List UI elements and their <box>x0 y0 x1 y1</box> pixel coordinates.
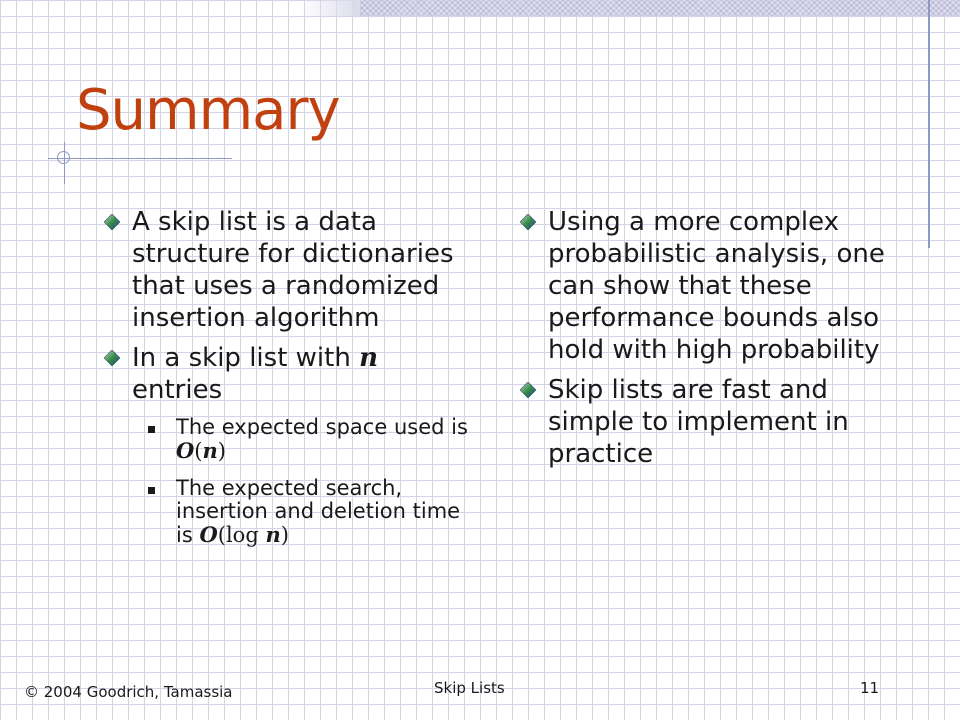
slide-title: Summary <box>76 78 340 143</box>
math-log: log <box>225 523 266 547</box>
header-band-fade <box>300 0 360 16</box>
diamond-bullet-icon <box>104 214 120 230</box>
bullet-text: A skip list is a data structure for dictionaries that uses a randomized insertion algorithm <box>132 207 454 333</box>
math-paren-close: ) <box>217 439 226 463</box>
sub-bullet-time <box>148 477 476 547</box>
bullet-text: Skip lists are fast and simple to implement in practice <box>548 375 849 469</box>
footer-topic: Skip Lists <box>434 679 505 697</box>
title-underline <box>48 158 232 159</box>
math-big-o: O <box>199 522 218 547</box>
diamond-bullet-icon <box>520 214 536 230</box>
bullet-text: In a skip list with <box>132 343 360 373</box>
math-big-o: O <box>176 438 195 463</box>
diamond-bullet-icon <box>104 350 120 366</box>
bullet-fast-simple <box>520 374 900 470</box>
math-paren-open: ( <box>217 523 226 547</box>
left-column <box>104 206 476 561</box>
square-bullet-icon <box>148 426 155 433</box>
math-variable-n: n <box>202 438 218 463</box>
bullet-text: Using a more complex probabilistic analysis, one can show that these performance bounds also hold with high probability <box>548 207 885 365</box>
math-paren-open: ( <box>194 439 203 463</box>
right-column <box>520 206 900 478</box>
bullet-text-tail: entries <box>132 375 223 405</box>
sub-bullet-text: The expected search, insertion and deletion time is <box>176 476 461 547</box>
footer-page-number: 11 <box>860 679 880 697</box>
math-variable-n: n <box>265 522 281 547</box>
sub-bullet-text: The expected space used is <box>176 415 468 439</box>
decorative-header-band <box>352 0 960 16</box>
diamond-bullet-icon <box>520 382 536 398</box>
bullet-probabilistic-analysis <box>520 206 900 366</box>
math-paren-close: ) <box>280 523 289 547</box>
title-ring-ornament <box>57 151 70 164</box>
decorative-vertical-rule <box>928 0 930 248</box>
footer-copyright: © 2004 Goodrich, Tamassia <box>24 683 233 701</box>
bullet-skip-list-definition <box>104 206 476 334</box>
sub-bullet-space <box>148 416 476 463</box>
square-bullet-icon <box>148 487 155 494</box>
math-variable-n: n <box>359 343 378 373</box>
bullet-skip-list-entries <box>104 342 476 406</box>
